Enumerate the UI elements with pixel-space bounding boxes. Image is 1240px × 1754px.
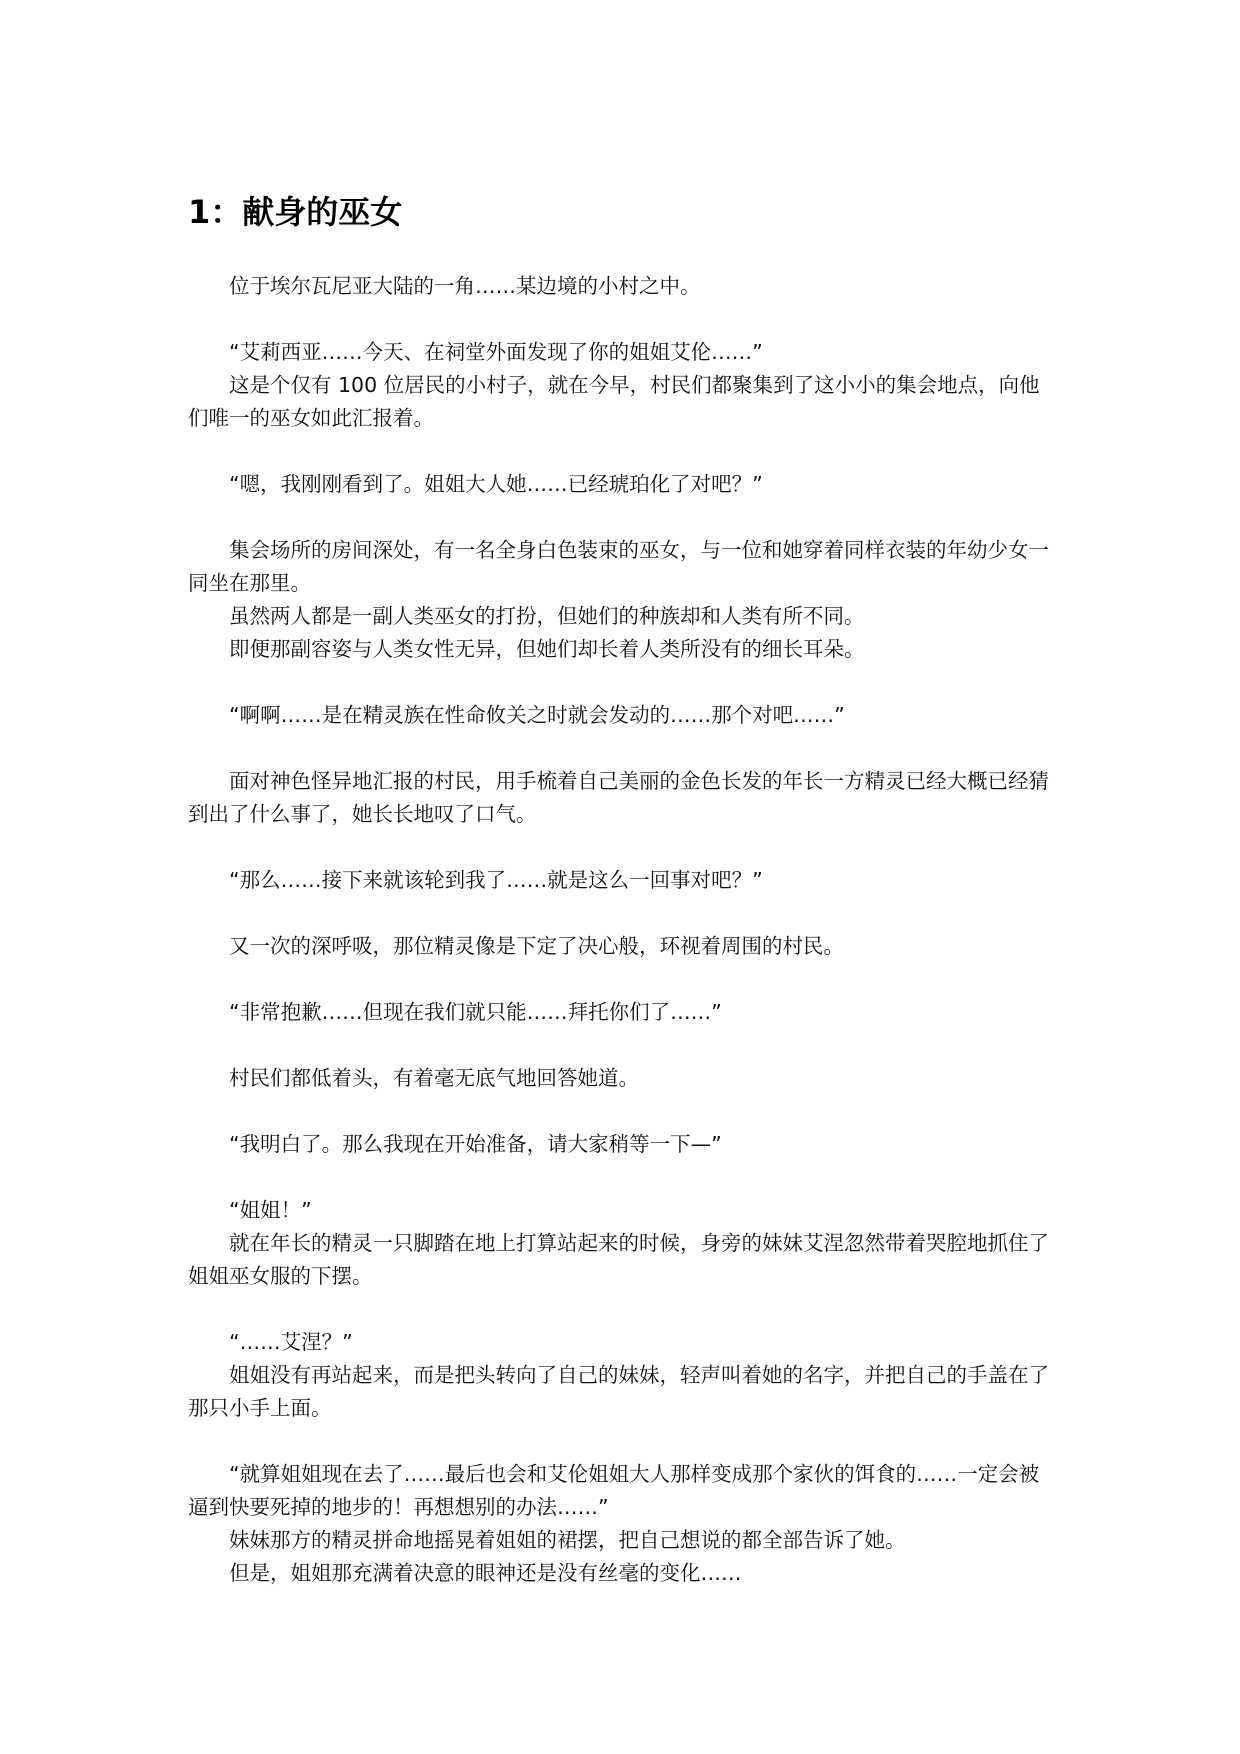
paragraph: “艾莉西亚……今天、在祠堂外面发现了你的姐姐艾伦……” bbox=[229, 340, 763, 364]
paragraph: 这是个仅有 100 位居民的小村子，就在今早，村民们都聚集到了这小小的集会地点，向他们唯一的巫女如此汇报着。 bbox=[188, 373, 1040, 430]
chapter-title: 1：献身的巫女 bbox=[188, 193, 403, 231]
paragraph: 集会场所的房间深处，有一名全身白色装束的巫女，与一位和她穿着同样衣装的年幼少女一同坐在那里。 bbox=[188, 538, 1049, 595]
paragraph: 即便那副容姿与人类女性无异，但她们却长着人类所没有的细长耳朵。 bbox=[229, 637, 865, 661]
paragraph: 就在年长的精灵一只脚踏在地上打算站起来的时候，身旁的妹妹艾涅忽然带着哭腔地抓住了姐姐巫女服的下摆。 bbox=[188, 1231, 1049, 1288]
paragraph: “非常抱歉……但现在我们就只能……拜托你们了……” bbox=[229, 1000, 722, 1024]
paragraph: “那么……接下来就该轮到我了……就是这么一回事对吧？” bbox=[229, 868, 763, 892]
paragraph: 姐姐没有再站起来，而是把头转向了自己的妹妹，轻声叫着她的名字，并把自己的手盖在了那只小手上面。 bbox=[188, 1363, 1049, 1420]
paragraph: 但是，姐姐那充满着决意的眼神还是没有丝毫的变化…… bbox=[229, 1561, 742, 1585]
paragraph: 位于埃尔瓦尼亚大陆的一角……某边境的小村之中。 bbox=[229, 274, 701, 298]
paragraph: “姐姐！” bbox=[229, 1198, 312, 1222]
paragraph: 又一次的深呼吸，那位精灵像是下定了决心般，环视着周围的村民。 bbox=[229, 934, 844, 958]
paragraph: “我明白了。那么我现在开始准备，请大家稍等一下—” bbox=[229, 1132, 722, 1156]
chapter-body bbox=[188, 270, 1058, 1590]
paragraph: “啊啊……是在精灵族在性命攸关之时就会发动的……那个对吧……” bbox=[229, 703, 845, 727]
paragraph: 妹妹那方的精灵拼命地摇晃着姐姐的裙摆，把自己想说的都全部告诉了她。 bbox=[229, 1528, 906, 1552]
paragraph: 村民们都低着头，有着毫无底气地回答她道。 bbox=[229, 1066, 639, 1090]
paragraph: 面对神色怪异地汇报的村民，用手梳着自己美丽的金色长发的年长一方精灵已经大概已经猜到出了什么事了，她长长地叹了口气。 bbox=[188, 769, 1049, 826]
paragraph: 虽然两人都是一副人类巫女的打扮，但她们的种族却和人类有所不同。 bbox=[229, 604, 865, 628]
paragraph: “……艾涅？” bbox=[229, 1330, 353, 1354]
paragraph: “就算姐姐现在去了……最后也会和艾伦姐姐大人那样变成那个家伙的饵食的……一定会被逼到快要死掉的地步的！再想想别的办法……” bbox=[188, 1462, 1040, 1519]
paragraph: “嗯，我刚刚看到了。姐姐大人她……已经琥珀化了对吧？” bbox=[229, 472, 763, 496]
